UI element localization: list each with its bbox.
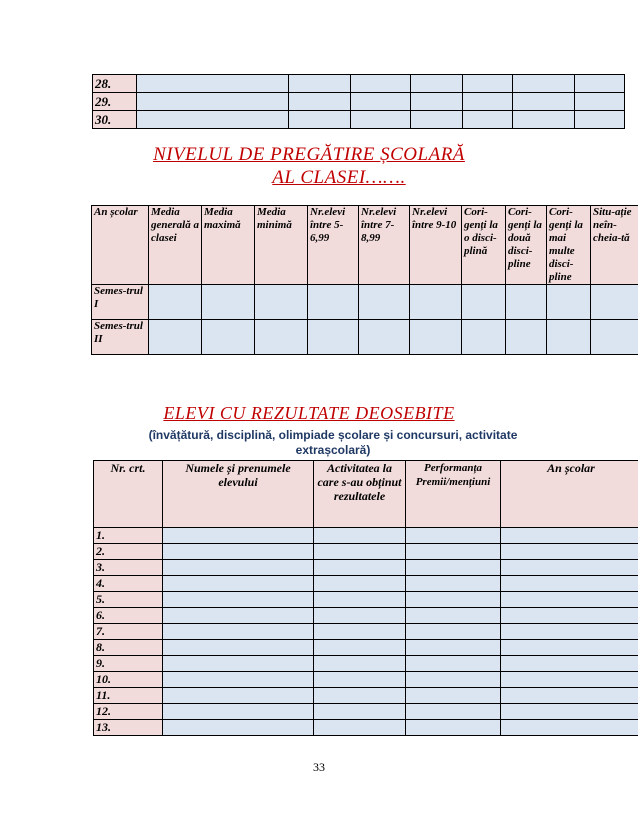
row-number: 5. <box>94 592 163 608</box>
header-row <box>92 206 638 285</box>
row-number: 3. <box>94 560 163 576</box>
table-row <box>94 624 638 640</box>
top-table <box>92 74 625 129</box>
table-row <box>92 320 638 355</box>
page-number: 33 <box>313 760 325 774</box>
table-row <box>93 93 625 111</box>
row-number: 4. <box>94 576 163 592</box>
table-row <box>94 560 638 576</box>
class-level-table <box>91 205 638 355</box>
header-cell: Nr. crt. <box>94 461 163 528</box>
row-number: 1. <box>94 528 163 544</box>
header-cell: Nr.elevi între 9-10 <box>410 206 462 285</box>
header-cell: Situ-ație neîn-cheia-tă <box>591 206 638 285</box>
header-cell: Media maximă <box>202 206 255 285</box>
students-results-table <box>93 460 638 736</box>
section-title: NIVELUL DE PREGĂTIRE ȘCOLARĂ <box>153 144 465 165</box>
table-row <box>93 75 625 93</box>
table-row <box>94 688 638 704</box>
table-row <box>94 592 638 608</box>
header-cell: Cori-genți la două disci-pline <box>506 206 547 285</box>
table-row <box>94 528 638 544</box>
table-row <box>94 640 638 656</box>
table-row <box>94 656 638 672</box>
row-number: 2. <box>94 544 163 560</box>
header-cell: Cori-genți la mai multe disci-pline <box>547 206 591 285</box>
header-cell: Numele și prenumele elevului <box>163 461 314 528</box>
header-cell: Activitatea la care s-au obținut rezultatele <box>314 461 406 528</box>
section-subtitle: (învățătură, disciplină, olimpiade școlare și concursuri, activitate extrașcolară) <box>148 428 518 457</box>
header-cell: Media generală a clasei <box>149 206 202 285</box>
header-cell: Nr.elevi între 5-6,99 <box>308 206 359 285</box>
table-row <box>94 576 638 592</box>
table-row <box>94 608 638 624</box>
row-number: 7. <box>94 624 163 640</box>
row-number: 29. <box>93 93 137 111</box>
header-cell: An școlar <box>501 461 638 528</box>
row-number: 8. <box>94 640 163 656</box>
header-cell: Media minimă <box>255 206 308 285</box>
semester-label: Semes-trul II <box>92 320 149 355</box>
section-title: ELEVI CU REZULTATE DEOSEBITE <box>163 403 455 423</box>
row-number: 9. <box>94 656 163 672</box>
row-number: 11. <box>94 688 163 704</box>
row-number: 12. <box>94 704 163 720</box>
table-row <box>94 704 638 720</box>
header-row <box>94 461 638 528</box>
header-cell: An școlar <box>92 206 149 285</box>
table-row <box>94 720 638 736</box>
row-number: 28. <box>93 75 137 93</box>
table-row <box>94 672 638 688</box>
row-number: 10. <box>94 672 163 688</box>
semester-label: Semes-trul I <box>92 285 149 320</box>
row-number: 6. <box>94 608 163 624</box>
header-cell: Performanța Premii/mențiuni <box>406 461 501 528</box>
section-title-line2: AL CLASEI……. <box>272 167 406 188</box>
header-cell: Nr.elevi între 7-8,99 <box>359 206 410 285</box>
table-row <box>94 544 638 560</box>
table-row <box>92 285 638 320</box>
row-number: 13. <box>94 720 163 736</box>
table-row <box>93 111 625 129</box>
header-cell: Cori-genți la o disci-plină <box>462 206 506 285</box>
row-number: 30. <box>93 111 137 129</box>
